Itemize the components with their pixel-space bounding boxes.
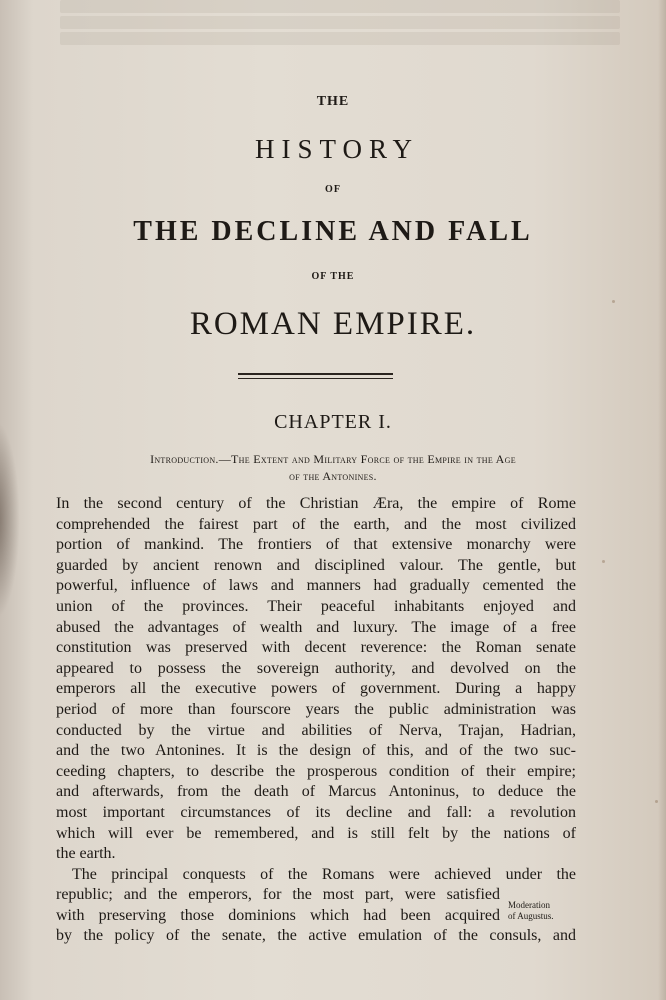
page-edge-shadow xyxy=(0,420,20,620)
title-decline-and-fall: THE DECLINE AND FALL xyxy=(133,216,533,247)
body-line: period of more than fourscore years the public administration was xyxy=(56,700,576,718)
title-of: OF xyxy=(325,184,341,195)
body-line: with preserving those dominions which had been acquired xyxy=(56,906,500,924)
title-of-the: OF THE xyxy=(311,271,355,282)
title-the: THE xyxy=(316,94,350,109)
paper-speck xyxy=(602,560,605,563)
body-line: powerful, influence of laws and manners had gradually cemented the xyxy=(56,577,576,595)
margin-note-line-2: of Augustus. xyxy=(508,911,554,921)
body-line: emperors all the executive powers of government. During a happy xyxy=(56,680,576,698)
body-text xyxy=(56,494,576,947)
body-line: and afterwards, from the death of Marcus Antoninus, to deduce the xyxy=(56,783,576,801)
chapter-intro-line-2: of the Antonines. xyxy=(289,469,377,483)
body-line: the earth. xyxy=(56,845,116,863)
body-line: appeared to possess the sovereign authority, and devolved on the xyxy=(56,659,576,677)
body-line: comprehended the fairest part of the earth, and the most civilized xyxy=(56,515,576,533)
body-line: conducted by the virtue and abilities of Nerva, Trajan, Hadrian, xyxy=(56,721,576,739)
body-line: republic; and the emperors, for the most part, were satisfied xyxy=(56,886,500,904)
chapter-heading: CHAPTER I. xyxy=(274,411,392,433)
body-line: portion of mankind. The frontiers of that extensive monarchy were xyxy=(56,536,576,554)
body-line: and the two Antonines. It is the design of this, and of the two suc- xyxy=(56,742,576,760)
margin-note-line-1: Moderation xyxy=(508,900,550,910)
bleed-through-text xyxy=(60,0,620,60)
title-rule-thin xyxy=(238,378,393,379)
body-line: In the second century of the Christian Æra, the empire of Rome xyxy=(56,495,576,512)
body-line: by the policy of the senate, the active emulation of the consuls, and xyxy=(56,927,576,945)
body-line: The principal conquests of the Romans were achieved under the xyxy=(72,865,576,883)
margin-note xyxy=(508,900,590,922)
chapter-intro-line-1: Introduction.—The Extent and Military Force of the Empire in the Age xyxy=(150,452,516,466)
body-line: which will ever be remembered, and is still felt by the nations of xyxy=(56,824,576,842)
body-line: abused the advantages of wealth and luxury. The image of a free xyxy=(56,618,576,636)
title-roman-empire: ROMAN EMPIRE. xyxy=(189,306,477,342)
title-rule-thick xyxy=(238,373,393,375)
title-history: HISTORY xyxy=(254,134,420,164)
paper-speck xyxy=(655,800,658,803)
body-line: guarded by ancient renown and disciplined valour. The gentle, but xyxy=(56,556,576,574)
body-line: constitution was preserved with decent reverence: the Roman senate xyxy=(56,639,576,657)
paper-speck xyxy=(612,300,615,303)
body-line: ceeding chapters, to describe the prosperous condition of their empire; xyxy=(56,762,576,780)
body-line: most important circumstances of its decline and fall: a revolution xyxy=(56,803,576,821)
body-line: union of the provinces. Their peaceful inhabitants enjoyed and xyxy=(56,597,576,615)
